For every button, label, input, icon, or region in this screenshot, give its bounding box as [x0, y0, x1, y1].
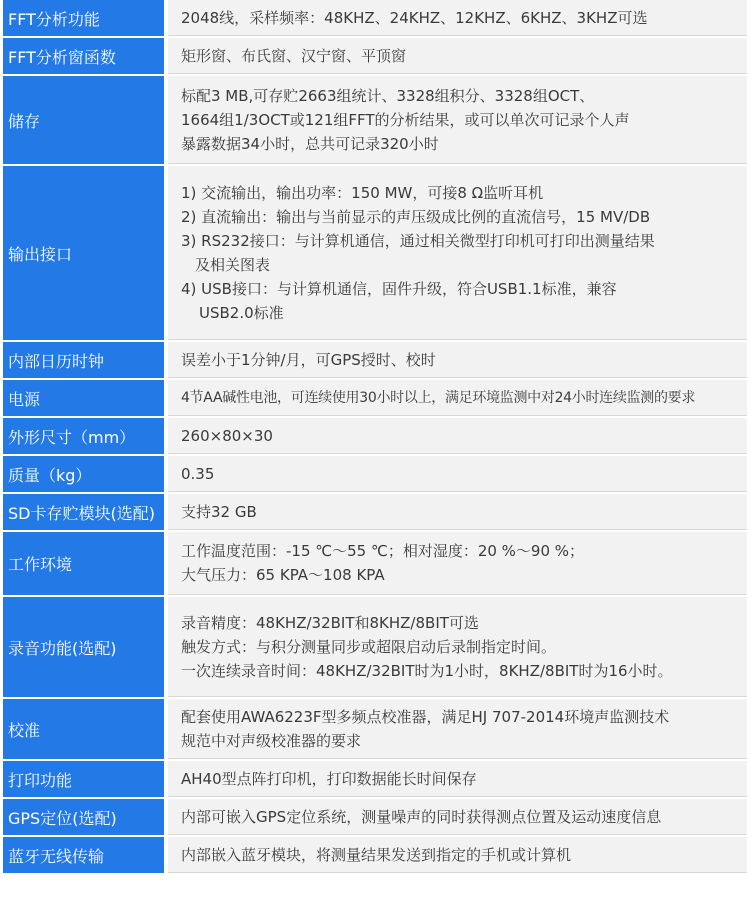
- spec-row-dimensions: [3, 418, 747, 456]
- spec-value: [168, 799, 747, 835]
- spec-value-line: 2048线，采样频率：48KHZ、24KHZ、12KHZ、6KHZ、3KHZ可选: [181, 8, 648, 27]
- spec-row-calibration: [3, 699, 747, 761]
- spec-value-line: 3) RS232接口：与计算机通信，通过相关微型打印机可打印出测量结果: [181, 231, 655, 250]
- spec-label: 内部日历时钟: [3, 342, 164, 378]
- spec-row-environment: [3, 532, 747, 597]
- spec-row-storage: [3, 76, 747, 166]
- spec-label: 校准: [3, 699, 164, 759]
- spec-value-line: 矩形窗、布氏窗、汉宁窗、平顶窗: [181, 46, 407, 65]
- spec-value-line: AH40型点阵打印机，打印数据能长时间保存: [181, 769, 477, 788]
- spec-value-line: 配套使用AWA6223F型多频点校准器，满足HJ 707-2014环境声监测技术: [181, 707, 670, 726]
- spec-value-line: 4) USB接口：与计算机通信，固件升级，符合USB1.1标准，兼容: [181, 279, 617, 298]
- spec-label: 外形尺寸（mm）: [3, 418, 164, 454]
- spec-row-fft-analysis: [3, 0, 747, 38]
- spec-row-printing: [3, 761, 747, 799]
- spec-value-line: USB2.0标准: [199, 303, 284, 322]
- spec-label: 蓝牙无线传输: [3, 837, 164, 873]
- spec-label: 工作环境: [3, 532, 164, 595]
- spec-label: 电源: [3, 380, 164, 416]
- spec-value: [168, 38, 747, 74]
- spec-label: GPS定位(选配): [3, 799, 164, 835]
- spec-row-calendar-clock: [3, 342, 747, 380]
- spec-row-fft-window: [3, 38, 747, 76]
- spec-value-line: 触发方式：与积分测量同步或超限启动后录制指定时间。: [181, 637, 557, 656]
- spec-value-line: 260×80×30: [181, 426, 273, 445]
- spec-label: 输出接口: [3, 166, 164, 340]
- spec-value-line: 规范中对声级校准器的要求: [181, 731, 362, 750]
- spec-label: 储存: [3, 76, 164, 164]
- spec-value-line: 录音精度：48KHZ/32BIT和8KHZ/8BIT可选: [181, 613, 479, 632]
- spec-value-line: 内部嵌入蓝牙模块，将测量结果发送到指定的手机或计算机: [181, 845, 572, 864]
- spec-table: [3, 0, 747, 875]
- spec-value: [168, 76, 747, 164]
- spec-value: [168, 699, 747, 759]
- spec-row-gps: [3, 799, 747, 837]
- spec-row-sd-card: [3, 494, 747, 532]
- spec-value-line: 暴露数据34小时，总共可记录320小时: [181, 134, 439, 153]
- spec-value-line: 支持32 GB: [181, 502, 257, 521]
- spec-value: [168, 456, 747, 492]
- spec-value: [168, 837, 747, 873]
- spec-value-line: 0.35: [181, 464, 215, 483]
- spec-value-line: 工作温度范围：-15 ℃～55 ℃；相对湿度：20 %～90 %；: [181, 542, 585, 560]
- spec-row-weight: [3, 456, 747, 494]
- spec-value-line: 标配3 MB,可存贮2663组统计、3328组积分、3328组OCT、: [181, 86, 595, 105]
- spec-value: [168, 380, 747, 416]
- spec-value-line: 大气压力：65 KPA～108 KPA: [181, 566, 385, 584]
- spec-label: 录音功能(选配): [3, 597, 164, 697]
- spec-value-line: 一次连续录音时间：48KHZ/32BIT时为1小时，8KHZ/8BIT时为16小时。: [181, 661, 673, 680]
- spec-row-output-interface: [3, 166, 747, 342]
- spec-label: 打印功能: [3, 761, 164, 797]
- spec-value: [168, 597, 747, 697]
- spec-value: [168, 342, 747, 378]
- spec-value: [168, 761, 747, 797]
- spec-label: 质量（kg）: [3, 456, 164, 492]
- spec-label: FFT分析窗函数: [3, 38, 164, 74]
- spec-row-power: [3, 380, 747, 418]
- spec-row-bluetooth: [3, 837, 747, 875]
- spec-value-line: 1) 交流输出，输出功率：150 MW，可接8 Ω监听耳机: [181, 183, 544, 202]
- spec-value: [168, 418, 747, 454]
- spec-value-line: 1664组1/3OCT或121组FFT的分析结果，或可以单次可记录个人声: [181, 110, 630, 129]
- spec-value-line: 内部可嵌入GPS定位系统，测量噪声的同时获得测点位置及运动速度信息: [181, 807, 662, 826]
- spec-value-line: 及相关图表: [195, 255, 271, 274]
- spec-value: [168, 532, 747, 595]
- spec-label: FFT分析功能: [3, 0, 164, 36]
- spec-value-line: 误差小于1分钟/月，可GPS授时、校时: [181, 350, 436, 369]
- spec-value-line: 2) 直流输出：输出与当前显示的声压级成比例的直流信号，15 MV/DB: [181, 207, 651, 226]
- spec-value-line: 4节AA碱性电池，可连续使用30小时以上，满足环境监测中对24小时连续监测的要求: [181, 389, 696, 406]
- spec-row-recording: [3, 597, 747, 699]
- spec-value: [168, 0, 747, 36]
- spec-label: SD卡存贮模块(选配): [3, 494, 164, 530]
- spec-value: [168, 494, 747, 530]
- spec-value: [168, 166, 747, 340]
